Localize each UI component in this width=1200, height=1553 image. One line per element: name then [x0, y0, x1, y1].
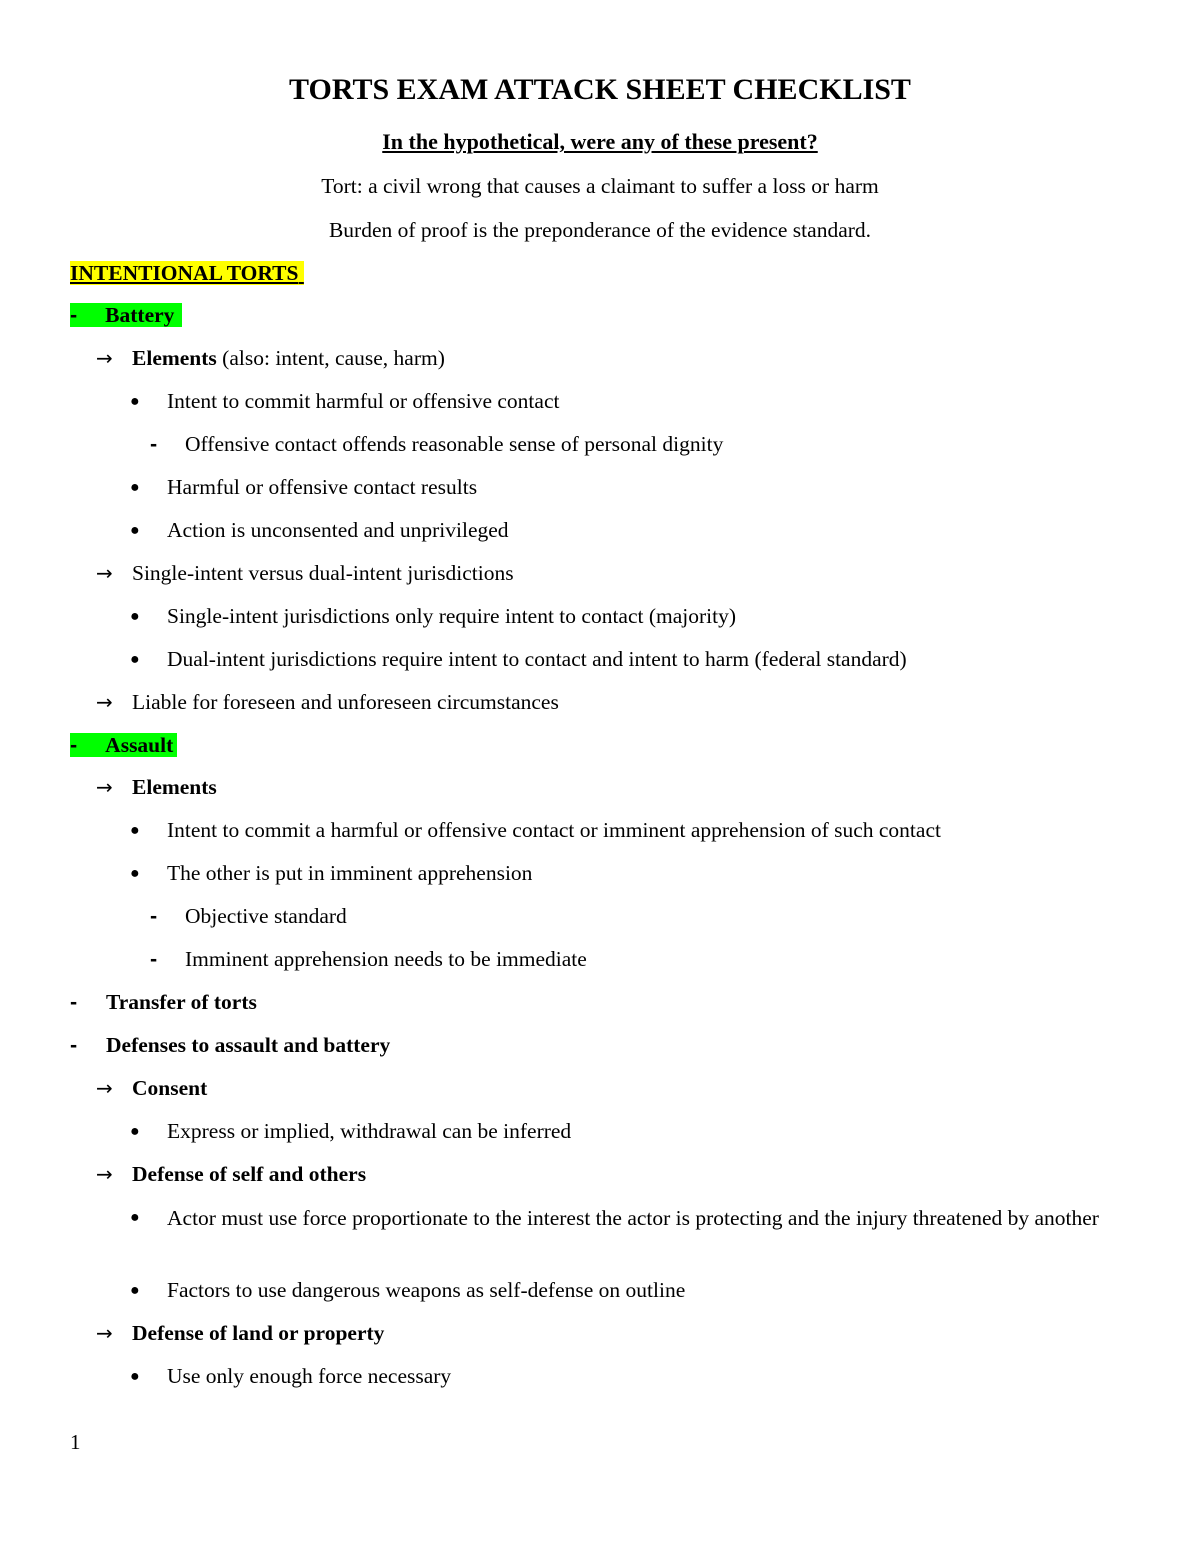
- section-heading-text: INTENTIONAL TORTS: [70, 261, 299, 285]
- bullet-icon: ●: [130, 1282, 140, 1299]
- section-heading-intentional-torts: [70, 259, 304, 287]
- intro-burden: Burden of proof is the preponderance of the evidence standard.: [328, 218, 872, 242]
- arrow-icon: →: [96, 1076, 113, 1100]
- battery-element-1-text: Intent to commit harmful or offensive contact: [167, 389, 560, 413]
- bullet-icon: ●: [130, 865, 140, 882]
- battery-intent-1-text: Single-intent jurisdictions only require intent to contact (majority): [167, 604, 737, 628]
- defense-land-1-text: Use only enough force necessary: [167, 1364, 452, 1388]
- arrow-icon: →: [96, 346, 113, 370]
- arrow-icon: →: [96, 1321, 113, 1345]
- battery-elements-label: Elements: [132, 346, 217, 370]
- dash-icon: -: [70, 733, 78, 757]
- topic-assault-label: Assault: [105, 733, 174, 757]
- bullet-icon: ●: [130, 651, 140, 668]
- bullet-icon: ●: [130, 479, 140, 496]
- battery-liable-text: Liable for foreseen and unforeseen circumstances: [132, 690, 559, 714]
- arrow-icon: →: [96, 775, 113, 799]
- bullet-icon: ●: [130, 1123, 140, 1140]
- defense-self-2-text: Factors to use dangerous weapons as self-defense on outline: [167, 1278, 686, 1302]
- assault-elements-label: Elements: [132, 775, 217, 799]
- bullet-icon: ●: [130, 522, 140, 539]
- topic-battery: [70, 301, 182, 329]
- assault-element-2-sub-2-text: Imminent apprehension needs to be immediate: [185, 947, 587, 971]
- battery-element-1-sub-text: Offensive contact offends reasonable sense of personal dignity: [185, 432, 724, 456]
- battery-intent-2-text: Dual-intent jurisdictions require intent to contact and intent to harm (federal standard): [167, 647, 907, 671]
- bullet-icon: ●: [130, 393, 140, 410]
- arrow-icon: →: [96, 1162, 113, 1186]
- topic-assault: [70, 731, 177, 759]
- dash-icon: -: [70, 1033, 78, 1057]
- defense-consent-label: Consent: [132, 1076, 208, 1100]
- defense-self-label: Defense of self and others: [132, 1162, 367, 1186]
- bullet-icon: ●: [130, 822, 140, 839]
- bullet-icon: ●: [130, 608, 140, 625]
- defense-land-label: Defense of land or property: [132, 1321, 385, 1345]
- defense-self-1-text: Actor must use force proportionate to the interest the actor is protecting and the injury threatened by another: [167, 1206, 1099, 1230]
- topic-defenses-label: Defenses to assault and battery: [106, 1033, 391, 1057]
- topic-battery-label: Battery: [105, 303, 175, 327]
- bullet-icon: ●: [130, 1209, 140, 1226]
- arrow-icon: →: [96, 690, 113, 714]
- dash-icon: -: [150, 432, 158, 456]
- topic-transfer-label: Transfer of torts: [106, 990, 257, 1014]
- assault-element-2-text: The other is put in imminent apprehension: [167, 861, 533, 885]
- battery-intent-label: Single-intent versus dual-intent jurisdictions: [132, 561, 514, 585]
- defense-consent-1-text: Express or implied, withdrawal can be inferred: [167, 1119, 572, 1143]
- dash-icon: -: [70, 990, 78, 1014]
- assault-element-2-sub-1-text: Objective standard: [185, 904, 347, 928]
- dash-icon: -: [150, 904, 158, 928]
- bullet-icon: ●: [130, 1368, 140, 1385]
- dash-icon: -: [150, 947, 158, 971]
- arrow-icon: →: [96, 561, 113, 585]
- document-subtitle: In the hypothetical, were any of these present?: [382, 129, 818, 154]
- battery-elements-note: (also: intent, cause, harm): [216, 346, 445, 370]
- page-number: 1: [70, 1430, 81, 1454]
- intro-definition: Tort: a civil wrong that causes a claimant to suffer a loss or harm: [321, 174, 879, 198]
- assault-element-1-text: Intent to commit a harmful or offensive contact or imminent apprehension of such contact: [167, 818, 941, 842]
- dash-icon: -: [70, 303, 78, 327]
- battery-element-2-text: Harmful or offensive contact results: [167, 475, 478, 499]
- document-title: TORTS EXAM ATTACK SHEET CHECKLIST: [289, 73, 911, 106]
- battery-element-3-text: Action is unconsented and unprivileged: [167, 518, 509, 542]
